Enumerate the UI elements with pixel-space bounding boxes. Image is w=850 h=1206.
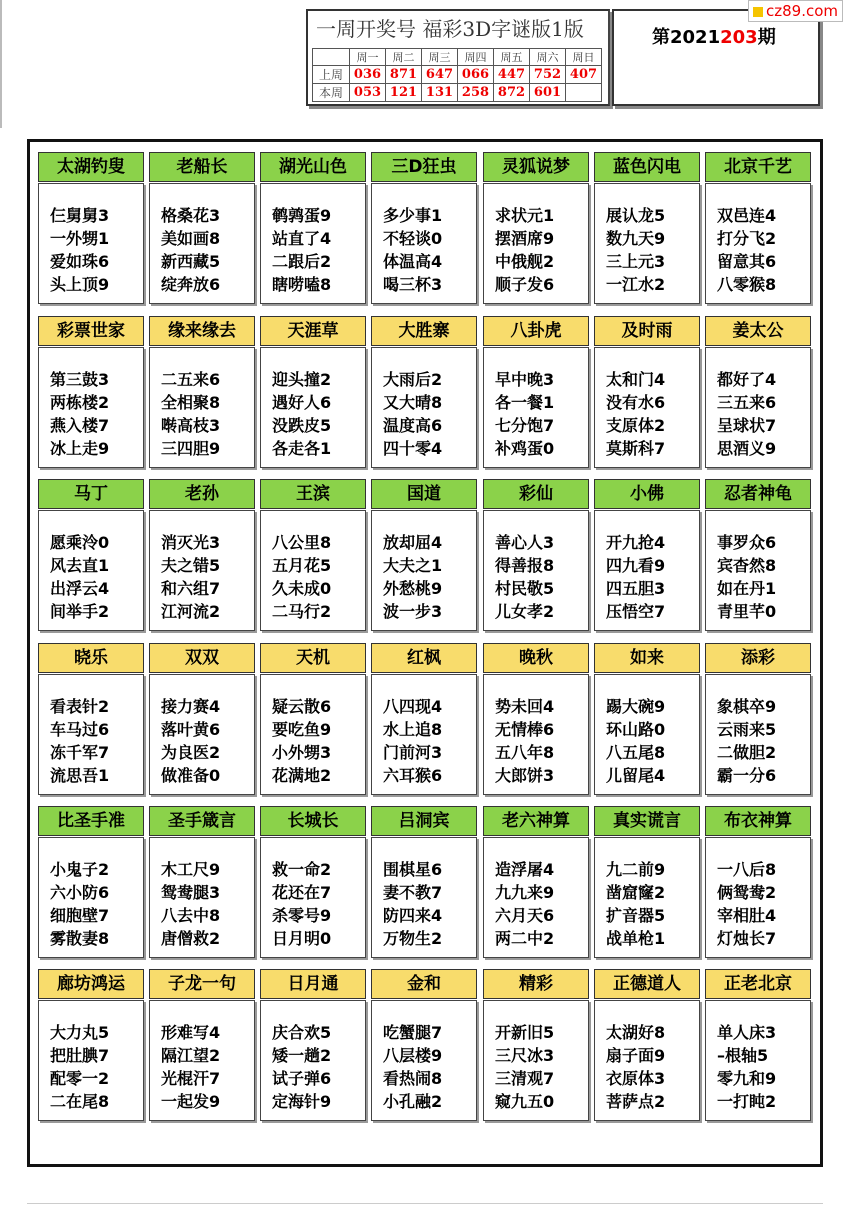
riddle-line: 云雨来5 <box>717 720 777 739</box>
riddle-line: 站直了4 <box>272 229 332 248</box>
author-name: 布衣神算 <box>705 806 811 836</box>
riddle-grid-frame <box>27 139 823 1167</box>
riddle-line: 展认龙5 <box>606 206 666 225</box>
riddle-line: 又大晴8 <box>383 393 443 412</box>
riddle-line: 八五尾8 <box>606 743 666 762</box>
riddle-line: 求状元1 <box>495 206 555 225</box>
riddle-line: 思酒义9 <box>717 439 777 458</box>
riddle-cell <box>149 152 255 304</box>
author-name: 灵狐说梦 <box>483 152 589 182</box>
riddle-line: 各走各1 <box>272 439 332 458</box>
riddle-cell <box>38 152 144 304</box>
author-name: 姜太公 <box>705 316 811 346</box>
riddle-cell <box>260 316 366 468</box>
riddle-line: 喝三杯3 <box>383 275 443 294</box>
riddle-line: 宰相肚4 <box>717 906 777 925</box>
riddle-line: 摆酒席9 <box>495 229 555 248</box>
riddle-cell <box>594 479 700 631</box>
riddle-line: 救一命2 <box>272 860 332 879</box>
riddle-line: 压悟空7 <box>606 602 666 621</box>
riddle-line: 隔江望2 <box>161 1046 221 1065</box>
riddle-line: 大郎饼3 <box>495 766 555 785</box>
draw-number: 871 <box>386 66 422 84</box>
riddle-line: 唐僧救2 <box>161 929 221 948</box>
riddle-line: 看热闹8 <box>383 1069 443 1088</box>
riddle-line: 宾杳然8 <box>717 556 777 575</box>
riddle-line: 八零猴8 <box>717 275 777 294</box>
riddle-line: 窥九五0 <box>495 1092 555 1111</box>
riddle-line: 多少事1 <box>383 206 443 225</box>
riddle-line: 三清观7 <box>495 1069 555 1088</box>
riddle-cell <box>483 806 589 958</box>
riddle-line: 燕入楼7 <box>50 416 110 435</box>
riddle-cell <box>705 316 811 468</box>
riddle-cell <box>594 969 700 1121</box>
riddle-line: 仨舅舅3 <box>50 206 110 225</box>
riddle-line: 造浮屠4 <box>495 860 555 879</box>
author-name: 如来 <box>594 643 700 673</box>
riddle-line: 把肚腆7 <box>50 1046 110 1065</box>
riddle-line: 呈球状7 <box>717 416 777 435</box>
riddle-line: 儿留尾4 <box>606 766 666 785</box>
riddle-line: 间举手2 <box>50 602 110 621</box>
author-name: 老船长 <box>149 152 255 182</box>
riddle-line: 愿乘泠0 <box>50 533 110 552</box>
riddle-line: 门前河3 <box>383 743 443 762</box>
draw-number: 447 <box>494 66 530 84</box>
riddle-line: 一起发9 <box>161 1092 221 1111</box>
riddle-line: 冰上走9 <box>50 439 110 458</box>
riddle-cell <box>149 479 255 631</box>
author-name: 湖光山色 <box>260 152 366 182</box>
riddle-line: 衣原体3 <box>606 1069 666 1088</box>
author-name: 老孙 <box>149 479 255 509</box>
riddle-line: 八四现4 <box>383 697 443 716</box>
riddle-cell <box>594 152 700 304</box>
riddle-line: 莫斯科7 <box>606 439 666 458</box>
riddle-line: 温度高6 <box>383 416 443 435</box>
riddle-line: 两二中2 <box>495 929 555 948</box>
riddle-line: 儿女孝2 <box>495 602 555 621</box>
riddle-line: 鸳鸯腿3 <box>161 883 221 902</box>
riddle-cell <box>483 479 589 631</box>
riddle-cell <box>371 969 477 1121</box>
riddle-line: 八公里8 <box>272 533 332 552</box>
riddle-line: 灯烛长7 <box>717 929 777 948</box>
riddle-line: 放却屈4 <box>383 533 443 552</box>
draw-number: 407 <box>566 66 602 84</box>
riddle-cell <box>371 152 477 304</box>
riddle-line: 二跟后2 <box>272 252 332 271</box>
riddle-cell <box>38 643 144 795</box>
days-row <box>313 49 602 66</box>
riddle-line: 雾散妻8 <box>50 929 110 948</box>
author-name: 添彩 <box>705 643 811 673</box>
author-name: 红枫 <box>371 643 477 673</box>
draw-number: 066 <box>458 66 494 84</box>
riddle-line: 外愁桃9 <box>383 579 443 598</box>
riddle-line: 扩音器5 <box>606 906 666 925</box>
riddle-cell <box>260 152 366 304</box>
riddle-line: 无情棒6 <box>495 720 555 739</box>
author-name: 正老北京 <box>705 969 811 999</box>
riddle-line: 战单枪1 <box>606 929 666 948</box>
author-name: 正德道人 <box>594 969 700 999</box>
riddle-line: 三五来6 <box>717 393 777 412</box>
riddle-cell <box>594 316 700 468</box>
riddle-cell <box>705 643 811 795</box>
author-name: 北京千艺 <box>705 152 811 182</box>
header-title: 一周开奖号 福彩3D字谜版1版 <box>316 17 584 41</box>
riddle-line: 光棍汗7 <box>161 1069 221 1088</box>
riddle-line: 鹌鹑蛋9 <box>272 206 332 225</box>
riddle-line: 遇好人6 <box>272 393 332 412</box>
riddle-line: 四五胆3 <box>606 579 666 598</box>
riddle-line: 扇子面9 <box>606 1046 666 1065</box>
weekly-draw-table <box>312 48 602 102</box>
riddle-line: 环山路0 <box>606 720 666 739</box>
author-name: 真实谎言 <box>594 806 700 836</box>
riddle-line: 各一餐1 <box>495 393 555 412</box>
author-name: 忍者神龟 <box>705 479 811 509</box>
riddle-line: 定海针9 <box>272 1092 332 1111</box>
issue-prefix: 第2021 <box>652 27 721 48</box>
riddle-line: 八层楼9 <box>383 1046 443 1065</box>
riddle-line: 五月花5 <box>272 556 332 575</box>
draw-number: 036 <box>350 66 386 84</box>
riddle-cell <box>149 316 255 468</box>
riddle-cell <box>705 969 811 1121</box>
author-name: 晚秋 <box>483 643 589 673</box>
riddle-line: 开九抢4 <box>606 533 666 552</box>
riddle-line: 木工尺9 <box>161 860 221 879</box>
riddle-line: 都好了4 <box>717 370 777 389</box>
day-label: 周四 <box>458 49 494 66</box>
riddle-line: 村民敬5 <box>495 579 555 598</box>
riddle-line: 江河流2 <box>161 602 221 621</box>
riddle-cell <box>149 643 255 795</box>
riddle-line: 落叶黄6 <box>161 720 221 739</box>
riddle-line: 车马过6 <box>50 720 110 739</box>
draw-number: 647 <box>422 66 458 84</box>
riddle-line: 不轻谈0 <box>383 229 443 248</box>
riddle-line: 头上顶9 <box>50 275 110 294</box>
riddle-line: 三四胆9 <box>161 439 221 458</box>
riddle-line: 象棋卒9 <box>717 697 777 716</box>
riddle-line: 格桑花3 <box>161 206 221 225</box>
draw-number: 121 <box>386 84 422 102</box>
riddle-cell <box>38 316 144 468</box>
riddle-line: 疑云散6 <box>272 697 332 716</box>
riddle-line: 矮一趟2 <box>272 1046 332 1065</box>
riddle-cell <box>594 643 700 795</box>
riddle-line: 八去中8 <box>161 906 221 925</box>
riddle-line: 支原体2 <box>606 416 666 435</box>
riddle-line: 防四来4 <box>383 906 443 925</box>
riddle-cell <box>483 969 589 1121</box>
day-label: 周五 <box>494 49 530 66</box>
riddle-line: 为良医2 <box>161 743 221 762</box>
day-label: 周六 <box>530 49 566 66</box>
riddle-line: 波一步3 <box>383 602 443 621</box>
riddle-line: 日月明0 <box>272 929 332 948</box>
author-name: 太湖钓叟 <box>38 152 144 182</box>
riddle-cell <box>149 806 255 958</box>
riddle-line: 两栋楼2 <box>50 393 110 412</box>
riddle-line: 杀零号9 <box>272 906 332 925</box>
issue-suffix: 期 <box>757 27 776 48</box>
riddle-line: 做准备0 <box>161 766 221 785</box>
riddle-line: 花满地2 <box>272 766 332 785</box>
riddle-line: 吃蟹腿7 <box>383 1023 443 1042</box>
riddle-line: 冻千军7 <box>50 743 110 762</box>
riddle-line: 单人床3 <box>717 1023 777 1042</box>
this-week-row <box>313 84 602 102</box>
riddle-line: 五八年8 <box>495 743 555 762</box>
riddle-line: 霸一分6 <box>717 766 777 785</box>
riddle-line: 太湖好8 <box>606 1023 666 1042</box>
weekly-draw-header <box>306 9 610 106</box>
riddle-line: 九二前9 <box>606 860 666 879</box>
riddle-cell <box>260 479 366 631</box>
author-name: 彩仙 <box>483 479 589 509</box>
logo-text: cz89.com <box>766 2 839 20</box>
author-name: 彩票世家 <box>38 316 144 346</box>
riddle-cell <box>371 806 477 958</box>
riddle-line: 太和门4 <box>606 370 666 389</box>
author-name: 吕洞宾 <box>371 806 477 836</box>
author-name: 金和 <box>371 969 477 999</box>
logo-square-icon <box>753 7 763 17</box>
riddle-cell <box>705 152 811 304</box>
riddle-line: 二马行2 <box>272 602 332 621</box>
day-label: 周二 <box>386 49 422 66</box>
draw-number: 131 <box>422 84 458 102</box>
riddle-line: 大雨后2 <box>383 370 443 389</box>
riddle-cell <box>594 806 700 958</box>
riddle-line: 出浮云4 <box>50 579 110 598</box>
author-name: 双双 <box>149 643 255 673</box>
issue-number-red: 203 <box>720 27 758 48</box>
riddle-line: 顺子发6 <box>495 275 555 294</box>
riddle-line: 势未回4 <box>495 697 555 716</box>
riddle-line: 青里芊0 <box>717 602 777 621</box>
riddle-line: 一江水2 <box>606 275 666 294</box>
riddle-line: 一外甥1 <box>50 229 110 248</box>
riddle-line: 消灭光3 <box>161 533 221 552</box>
riddle-line: 事罗众6 <box>717 533 777 552</box>
riddle-line: 补鸡蛋0 <box>495 439 555 458</box>
riddle-cell <box>38 806 144 958</box>
riddle-line: 一打盹2 <box>717 1092 777 1111</box>
riddle-line: 六小防6 <box>50 883 110 902</box>
day-label: 周日 <box>566 49 602 66</box>
riddle-line: 庆合欢5 <box>272 1023 332 1042</box>
author-name: 长城长 <box>260 806 366 836</box>
riddle-line: 风去直1 <box>50 556 110 575</box>
riddle-line: 爱如珠6 <box>50 252 110 271</box>
riddle-line: 啭高枝3 <box>161 416 221 435</box>
author-name: 比圣手准 <box>38 806 144 836</box>
draw-number: 752 <box>530 66 566 84</box>
author-name: 大胜寨 <box>371 316 477 346</box>
riddle-line: 打分飞2 <box>717 229 777 248</box>
riddle-line: 一八后8 <box>717 860 777 879</box>
author-name: 马丁 <box>38 479 144 509</box>
author-name: 子龙一句 <box>149 969 255 999</box>
riddle-line: 和六组7 <box>161 579 221 598</box>
author-name: 晓乐 <box>38 643 144 673</box>
riddle-line: 零九和9 <box>717 1069 777 1088</box>
riddle-line: 瞎唠嗑8 <box>272 275 332 294</box>
author-name: 老六神算 <box>483 806 589 836</box>
draw-number: 053 <box>350 84 386 102</box>
riddle-line: 细胞壁7 <box>50 906 110 925</box>
author-name: 八卦虎 <box>483 316 589 346</box>
bottom-rule <box>27 1203 823 1204</box>
riddle-line: 小鬼子2 <box>50 860 110 879</box>
riddle-line: 配零一2 <box>50 1069 110 1088</box>
riddle-line: 早中晚3 <box>495 370 555 389</box>
day-label: 周一 <box>350 49 386 66</box>
riddle-cell <box>705 806 811 958</box>
riddle-cell <box>705 479 811 631</box>
left-edge-line <box>0 0 2 128</box>
author-name: 蓝色闪电 <box>594 152 700 182</box>
riddle-cell <box>371 316 477 468</box>
author-name: 及时雨 <box>594 316 700 346</box>
riddle-line: 二做胆2 <box>717 743 777 762</box>
riddle-line: 体温高4 <box>383 252 443 271</box>
last-week-label: 上周 <box>313 66 350 84</box>
issue-number <box>652 23 776 49</box>
riddle-line: 善心人3 <box>495 533 555 552</box>
day-label: 周三 <box>422 49 458 66</box>
riddle-line: 菩萨点2 <box>606 1092 666 1111</box>
author-name: 廊坊鸿运 <box>38 969 144 999</box>
riddle-cell <box>371 479 477 631</box>
riddle-line: 看表针2 <box>50 697 110 716</box>
author-name: 国道 <box>371 479 477 509</box>
riddle-line: 中俄舰2 <box>495 252 555 271</box>
riddle-cell <box>483 152 589 304</box>
riddle-line: 六耳猴6 <box>383 766 443 785</box>
riddle-line: 妻不教7 <box>383 883 443 902</box>
riddle-cell <box>149 969 255 1121</box>
author-name: 小佛 <box>594 479 700 509</box>
riddle-cell <box>38 479 144 631</box>
riddle-line: 俩鸳鸯2 <box>717 883 777 902</box>
riddle-line: 美如画8 <box>161 229 221 248</box>
riddle-line: 水上追8 <box>383 720 443 739</box>
author-name: 天涯草 <box>260 316 366 346</box>
riddle-line: 二在尾8 <box>50 1092 110 1111</box>
riddle-line: 没跌皮5 <box>272 416 332 435</box>
riddle-line: 夫之错5 <box>161 556 221 575</box>
riddle-line: 二五来6 <box>161 370 221 389</box>
author-name: 天机 <box>260 643 366 673</box>
riddle-line: 得善报8 <box>495 556 555 575</box>
riddle-line: 三上元3 <box>606 252 666 271</box>
riddle-cell <box>371 643 477 795</box>
riddle-line: 留意其6 <box>717 252 777 271</box>
author-name: 缘来缘去 <box>149 316 255 346</box>
riddle-line: 全相聚8 <box>161 393 221 412</box>
riddle-line: –根轴5 <box>717 1046 769 1065</box>
riddle-line: 九九来9 <box>495 883 555 902</box>
author-name: 精彩 <box>483 969 589 999</box>
riddle-line: 三尺冰3 <box>495 1046 555 1065</box>
riddle-line: 开新旧5 <box>495 1023 555 1042</box>
riddle-cell <box>260 806 366 958</box>
author-name: 日月通 <box>260 969 366 999</box>
draw-number <box>566 84 602 102</box>
riddle-line: 迎头撞2 <box>272 370 332 389</box>
riddle-line: 要吃鱼9 <box>272 720 332 739</box>
riddle-line: 绽奔放6 <box>161 275 221 294</box>
site-logo[interactable] <box>748 0 843 22</box>
riddle-line: 流思吾1 <box>50 766 110 785</box>
riddle-line: 踢大碗9 <box>606 697 666 716</box>
author-name: 圣手箴言 <box>149 806 255 836</box>
draw-number: 872 <box>494 84 530 102</box>
author-name: 三D狂虫 <box>371 152 477 182</box>
draw-number: 601 <box>530 84 566 102</box>
riddle-line: 新西藏5 <box>161 252 221 271</box>
riddle-line: 万物生2 <box>383 929 443 948</box>
riddle-line: 花还在7 <box>272 883 332 902</box>
riddle-line: 第三鼓3 <box>50 370 110 389</box>
riddle-line: 如在丹1 <box>717 579 777 598</box>
issue-number-box <box>612 9 820 106</box>
riddle-line: 试子弹6 <box>272 1069 332 1088</box>
last-week-row <box>313 66 602 84</box>
riddle-line: 七分饱7 <box>495 416 555 435</box>
riddle-line: 大夫之1 <box>383 556 443 575</box>
riddle-line: 四九看9 <box>606 556 666 575</box>
corner-cell <box>313 49 350 66</box>
riddle-cell <box>483 316 589 468</box>
riddle-line: 围棋星6 <box>383 860 443 879</box>
this-week-label: 本周 <box>313 84 350 102</box>
riddle-cell <box>260 969 366 1121</box>
draw-number: 258 <box>458 84 494 102</box>
riddle-line: 小孔融2 <box>383 1092 443 1111</box>
riddle-line: 凿窟窿2 <box>606 883 666 902</box>
riddle-line: 数九天9 <box>606 229 666 248</box>
riddle-line: 四十零4 <box>383 439 443 458</box>
riddle-line: 形难写4 <box>161 1023 221 1042</box>
riddle-cell <box>483 643 589 795</box>
author-name: 王滨 <box>260 479 366 509</box>
riddle-line: 六月天6 <box>495 906 555 925</box>
riddle-line: 接力赛4 <box>161 697 221 716</box>
riddle-cell <box>260 643 366 795</box>
riddle-line: 没有水6 <box>606 393 666 412</box>
riddle-line: 小外甥3 <box>272 743 332 762</box>
riddle-line: 大力丸5 <box>50 1023 110 1042</box>
riddle-cell <box>38 969 144 1121</box>
riddle-line: 双邑连4 <box>717 206 777 225</box>
riddle-line: 久未成0 <box>272 579 332 598</box>
